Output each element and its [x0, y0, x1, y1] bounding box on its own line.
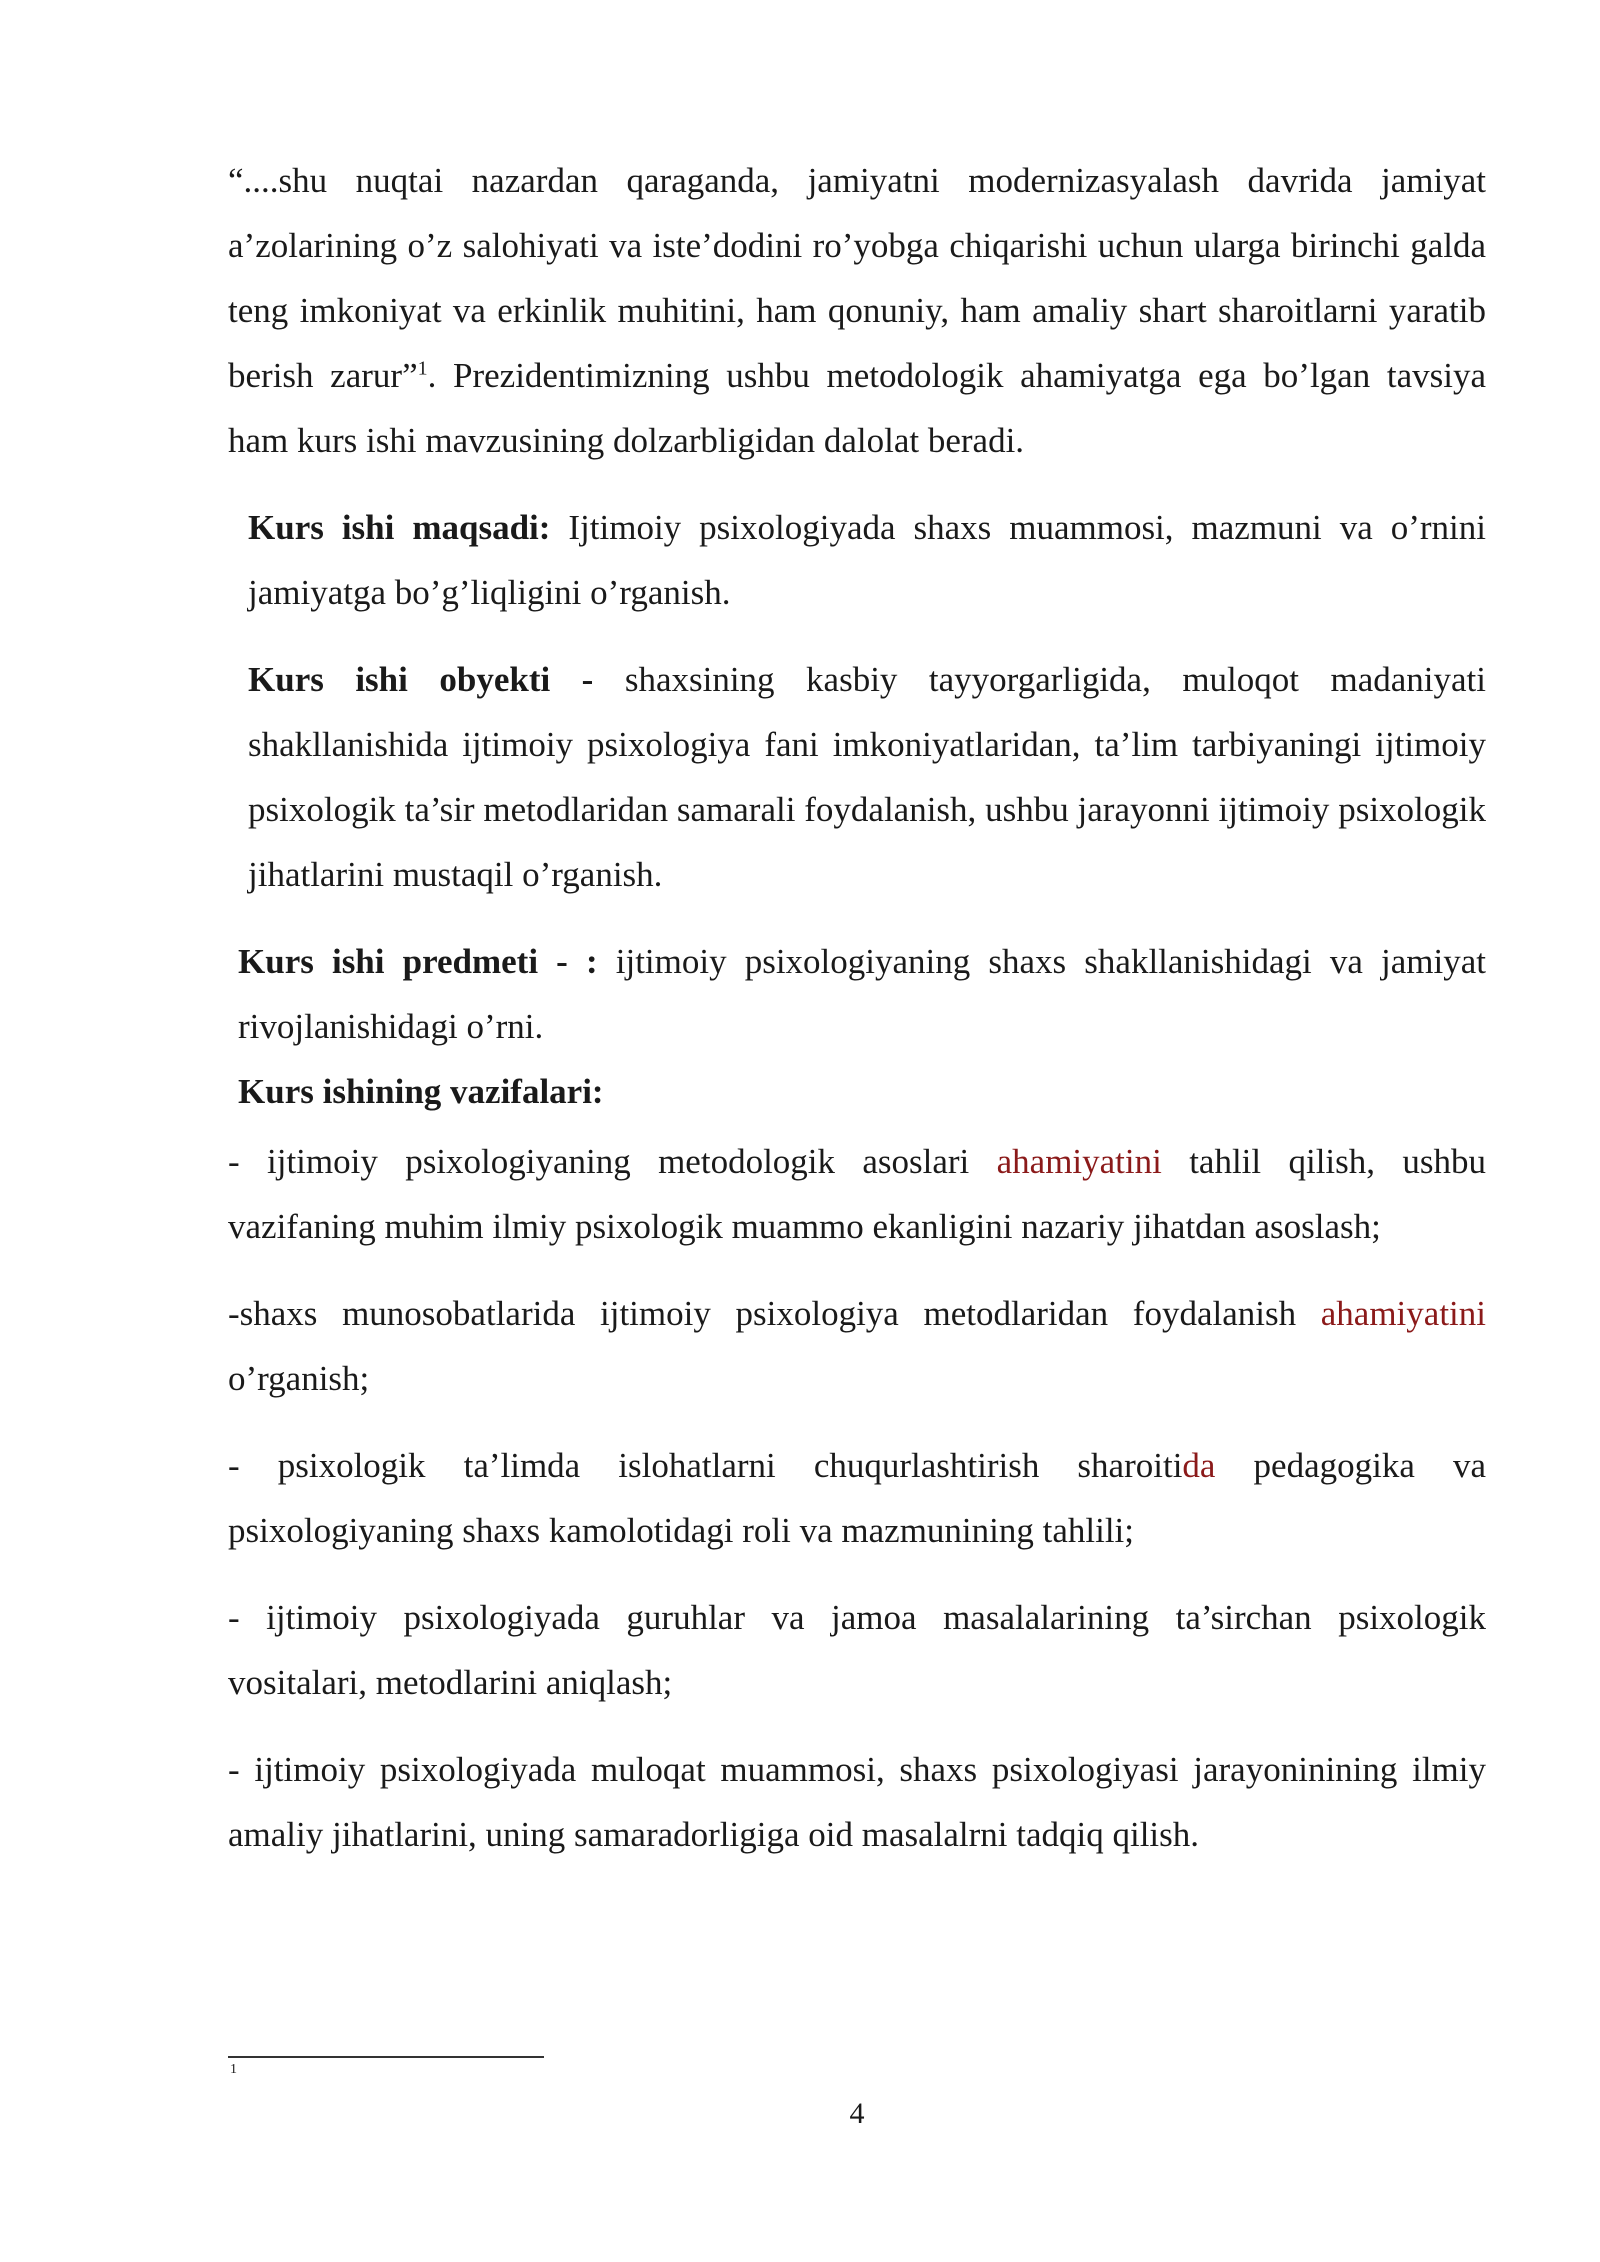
task-item-2 [228, 1281, 1486, 1411]
intro-paragraph [228, 148, 1486, 473]
tasks-heading: Kurs ishining vazifalari: [238, 1072, 604, 1111]
task-3-highlight: da [1182, 1446, 1216, 1485]
object-label: Kurs ishi obyekti - [248, 660, 594, 699]
goal-text: Ijtimoiy psixologiyada shaxs muammosi, mazmuni va o’rnini jamiyatga bo’g’liqligini o’rganish. [248, 508, 1486, 612]
subject-paragraph [228, 929, 1486, 1059]
footnote-number: 1 [230, 2062, 237, 2077]
object-text: shaxsining kasbiy tayyorgarligida, muloqot madaniyati shakllanishida ijtimoiy psixologiya fani imkoniyatlaridan, ta’lim tarbiyaningi ijtimoiy psixologik ta’sir metodlaridan samarali foydalanish, ushbu jarayonni ijtimoiy psixologik jihatlarini mustaqil o’rganish. [248, 660, 1486, 894]
task-2-text-end: o’rganish; [228, 1359, 370, 1398]
task-2-highlight: ahamiyatini [1320, 1294, 1486, 1333]
page-number: 4 [849, 2097, 865, 2130]
task-1-text-end: tahlil qilish, ushbu vazifaning muhim ilmiy psixologik muammo ekanligini nazariy jihatdan asoslash; [228, 1142, 1486, 1246]
goal-paragraph [228, 495, 1486, 625]
task-3-text: - psixologik ta’limda islohatlarni chuqurlashtirish sharoiti [228, 1446, 1183, 1485]
footnote-separator [228, 2056, 544, 2058]
intro-quote: “....shu nuqtai nazardan qaraganda, jamiyatni modernizasyalash davrida jamiyat a’zolarining o’z salohiyati va iste’dodini ro’yobga chiqarishi uchun ularga birinchi galda teng imkoniyat va erkinlik muhitini, ham qonuniy, ham amaliy shart sharoitlarni yaratib berish zarur” [228, 161, 1486, 395]
task-1-text: - ijtimoiy psixologiyaning metodologik asoslari [228, 1142, 997, 1181]
task-2-text: -shaxs munosobatlarida ijtimoiy psixologiya metodlaridan foydalanish [228, 1294, 1321, 1333]
document-page [228, 148, 1486, 1867]
task-1-highlight: ahamiyatini [996, 1142, 1162, 1181]
task-3-text-end: pedagogika va psixologiyaning shaxs kamolotidagi roli va mazmunining tahlili; [228, 1446, 1486, 1550]
footnote-reference[interactable]: 1 [417, 357, 428, 380]
task-item-4: - ijtimoiy psixologiyada guruhlar va jamoa masalalarining ta’sirchan psixologik vositalari, metodlarini aniqlash; [228, 1598, 1486, 1702]
subject-label: Kurs ishi predmeti - : [238, 942, 598, 981]
task-item-5: - ijtimoiy psixologiyada muloqat muammosi, shaxs psixologiyasi jarayoninining ilmiy amaliy jihatlarini, uning samaradorligiga oid masalalrni tadqiq qilish. [228, 1750, 1486, 1854]
subject-text: ijtimoiy psixologiyaning shaxs shakllanishidagi va jamiyat rivojlanishidagi o’rni. [238, 942, 1486, 1046]
goal-label: Kurs ishi maqsadi: [248, 508, 551, 547]
task-item-3 [228, 1433, 1486, 1563]
object-paragraph [228, 647, 1486, 907]
intro-rest: . Prezidentimizning ushbu metodologik ahamiyatga ega bo’lgan tavsiya ham kurs ishi mavzusining dolzarbligidan dalolat beradi. [228, 356, 1487, 460]
task-item-1 [228, 1129, 1486, 1259]
